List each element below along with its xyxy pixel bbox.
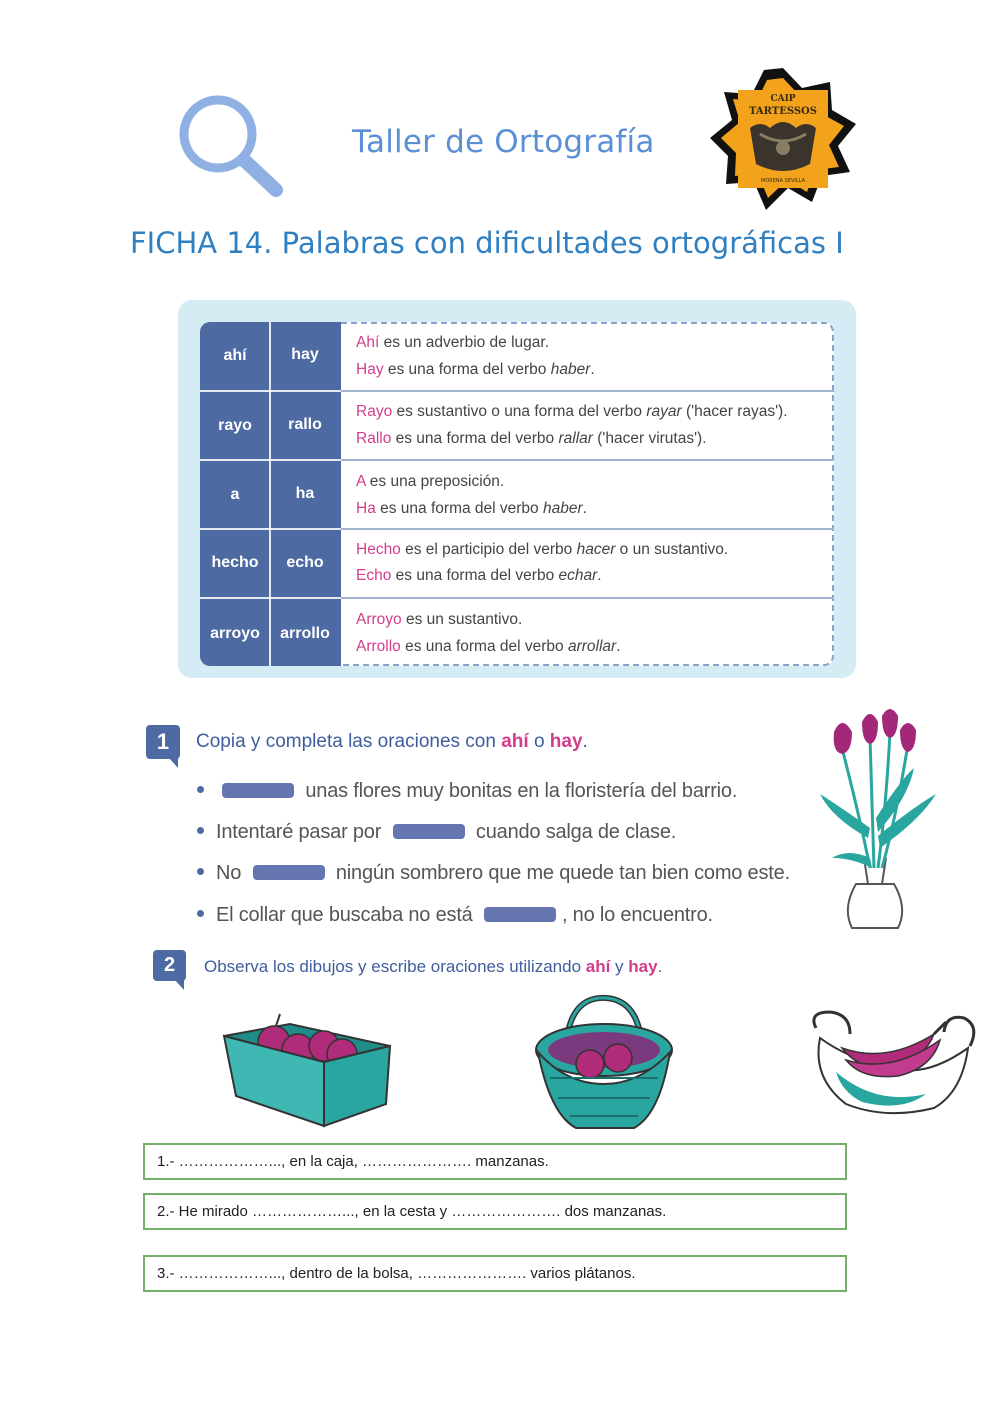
row-divider (200, 459, 341, 461)
definition-line: Ha es una forma del verbo haber. (356, 500, 587, 517)
row-divider (200, 528, 341, 530)
exercise-2-badge: 2 (153, 950, 186, 981)
definition-line: Rayo es sustantivo o una forma del verbo rayar ('hacer rayas'). (356, 403, 788, 420)
answer-blank[interactable] (253, 865, 325, 880)
apple-box-illustration (220, 1000, 398, 1130)
bananas-bag-illustration (806, 1008, 978, 1118)
school-logo (710, 68, 856, 210)
word-ahi: ahí (223, 347, 247, 364)
exercise-1-item: El collar que buscaba no está , no lo encuentro. (197, 904, 713, 927)
answer-blank[interactable] (222, 783, 294, 798)
row-divider (200, 390, 341, 392)
definition-line: Hay es una forma del verbo haber. (356, 361, 595, 378)
word-a: a (230, 486, 240, 503)
definition-divider (341, 390, 834, 392)
basket-illustration (530, 994, 678, 1136)
definition-line: A es una preposición. (356, 473, 505, 490)
answer-field-3[interactable]: 3.- ………………..., dentro de la bolsa, …………………. varios plátanos. (143, 1255, 847, 1292)
word-hay: hay (291, 346, 319, 363)
definition-line: Rallo es una forma del verbo rallar ('hacer virutas'). (356, 430, 707, 447)
logo-text-1: CAIP (770, 94, 796, 104)
exercise-1-badge: 1 (146, 725, 180, 759)
logo-text-3: MORENA SEVILLA (761, 178, 805, 184)
answer-blank[interactable] (484, 907, 556, 922)
exercise-1-item: Intentaré pasar por cuando salga de clase. (197, 821, 676, 844)
answer-blank[interactable] (393, 824, 465, 839)
page-header-title: Taller de Ortografía (352, 124, 655, 160)
magnifier-icon (176, 92, 288, 200)
logo-text-2: TARTESSOS (748, 106, 817, 117)
word-arrollo: arrollo (280, 625, 330, 642)
definition-divider (341, 459, 834, 461)
row-divider (200, 597, 341, 599)
definition-line: Arrollo es una forma del verbo arrollar. (356, 638, 621, 655)
word-rayo: rayo (218, 417, 252, 434)
word-ha: ha (295, 485, 315, 502)
tulips-vase-illustration (812, 708, 942, 936)
definition-line: Arroyo es un sustantivo. (356, 611, 523, 628)
definition-line: Echo es una forma del verbo echar. (356, 567, 602, 584)
worksheet-title: FICHA 14. Palabras con dificultades ortográficas I (130, 226, 844, 260)
word-hecho: hecho (211, 554, 259, 571)
definition-line: Hecho es el participio del verbo hacer o un sustantivo. (356, 541, 729, 558)
answer-field-2[interactable]: 2.- He mirado ………………..., en la cesta y …………………. dos manzanas. (143, 1193, 847, 1230)
answer-field-1[interactable]: 1.- ………………..., en la caja, …………………. manzanas. (143, 1143, 847, 1180)
exercise-1-item: No ningún sombrero que me quede tan bien como este. (197, 862, 790, 885)
word-echo: echo (286, 554, 324, 571)
exercise-1-title: Copia y completa las oraciones con ahí o hay. (196, 731, 588, 752)
word-rallo: rallo (288, 416, 322, 433)
definition-divider (341, 597, 834, 599)
exercise-1-item: unas flores muy bonitas en la floristería del barrio. (197, 780, 737, 803)
exercise-2-title: Observa los dibujos y escribe oraciones utilizando ahí y hay. (204, 957, 663, 976)
definition-line: Ahí es un adverbio de lugar. (356, 334, 550, 351)
word-arroyo: arroyo (210, 625, 260, 642)
definition-divider (341, 528, 834, 530)
